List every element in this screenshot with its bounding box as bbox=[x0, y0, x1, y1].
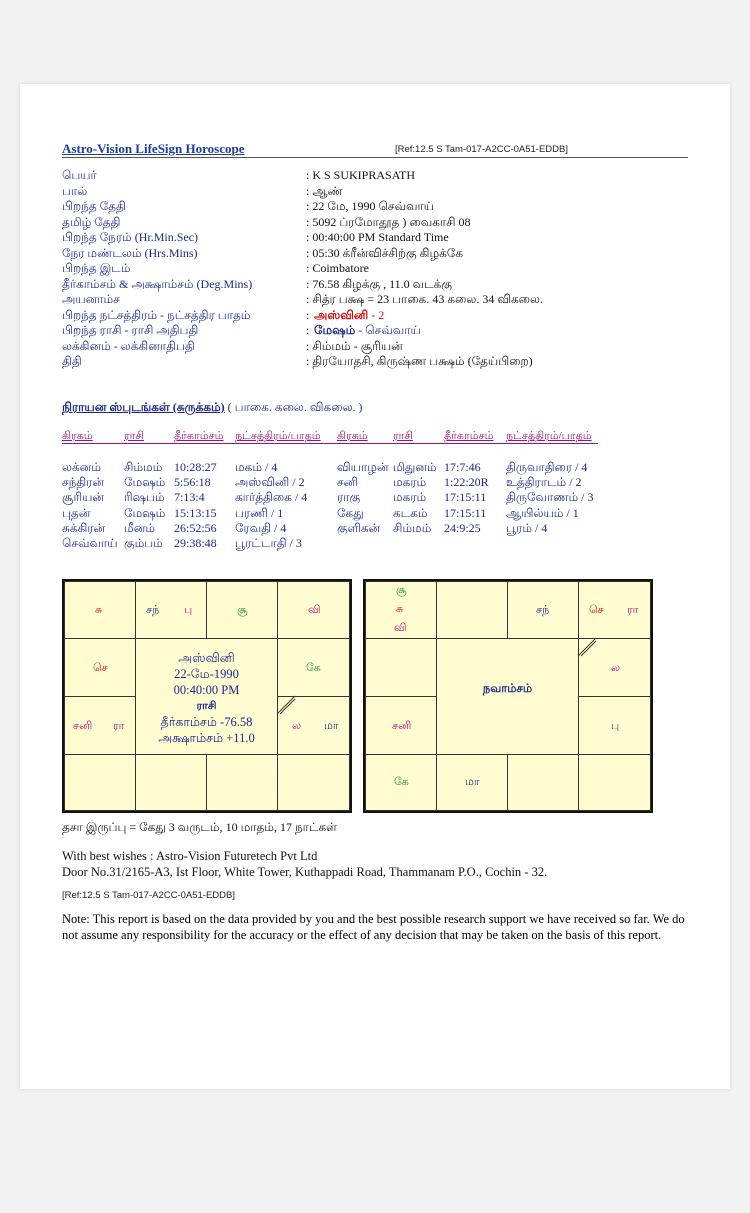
planet-cell: 10:28:27 bbox=[174, 460, 217, 474]
rasi-house-simha: ல மா bbox=[277, 696, 350, 755]
planet-cell: கார்த்திகை / 4 bbox=[235, 490, 308, 505]
planet-cell: மேஷம் bbox=[124, 505, 166, 520]
header-divider bbox=[62, 157, 688, 158]
planet-cell: 15:13:15 bbox=[174, 505, 217, 520]
planet-cell: உத்திராடம் / 2 bbox=[506, 475, 582, 490]
planet-cell: 17:15:11 bbox=[444, 490, 487, 505]
planet-cell: 17:7:46 bbox=[444, 460, 481, 474]
planet-cell: குளிகன் bbox=[337, 520, 381, 535]
planet-header-cell: தீர்காம்சம் bbox=[444, 430, 494, 442]
detail-label: பிறந்த நேரம் (Hr.Min.Sec) bbox=[62, 230, 199, 244]
detail-label: பிறந்த தேதி bbox=[62, 199, 126, 213]
planet-cell: 26:52:56 bbox=[174, 520, 217, 535]
rasi-house-kataka: கே bbox=[277, 638, 350, 697]
navamsa-lagna-marker-icon bbox=[577, 637, 597, 657]
rasi-house-tula bbox=[206, 754, 278, 811]
footer-ref: [Ref:12.5 S Tam-017-A2CC-0A51-EDDB] bbox=[62, 890, 236, 901]
detail-value: : 05:30 க்ரீன்விச்சிற்கு கிழக்கே bbox=[306, 245, 463, 260]
planet-cell: கேது bbox=[337, 505, 364, 520]
rasi-house-mithuna: வி bbox=[277, 581, 350, 639]
navamsa-house-kumbha bbox=[365, 638, 437, 697]
detail-label: லக்கினம் - லக்கினாதிபதி bbox=[62, 338, 195, 353]
navamsa-house-kanya bbox=[578, 754, 651, 811]
rasi-house-dhanus bbox=[64, 754, 136, 811]
report-ref: [Ref:12.5 S Tam-017-A2CC-0A51-EDDB] bbox=[395, 144, 569, 155]
planet-cell: மேஷம் bbox=[124, 475, 166, 490]
planet-cell: ஆயில்யம் / 1 bbox=[506, 505, 579, 520]
planet-cell: லக்னம் bbox=[62, 460, 101, 474]
planet-cell: சுக்கிரன் bbox=[62, 520, 106, 535]
planet-section-title: நிராயன ஸ்புடங்கள் (சுருக்கம்) ( பாகை. கலை. விகலை. ) bbox=[62, 400, 363, 414]
planet-header-cell: நட்சத்திரம்/பாதம் bbox=[506, 430, 592, 442]
rasi-house-kumbha: செ bbox=[64, 638, 136, 697]
dasa-balance: தசா இருப்பு = கேது 3 வருடம், 10 மாதம், 17 நாட்கள் bbox=[62, 820, 337, 834]
planet-cell: பூரம் / 4 bbox=[506, 520, 548, 535]
detail-value: : சிம்மம் - சூரியன் bbox=[306, 338, 403, 353]
planet-cell: 1:22:20R bbox=[444, 475, 489, 490]
planet-cell: திருவாதிரை / 4 bbox=[506, 460, 588, 474]
planet-header-cell: நட்சத்திரம்/பாதம் bbox=[235, 430, 321, 442]
planet-cell: 17:15:11 bbox=[444, 505, 487, 520]
planet-header-cell: ராசி bbox=[393, 430, 414, 442]
navamsa-chart bbox=[363, 579, 653, 813]
planet-header-cell: கிரகம் bbox=[337, 430, 368, 442]
planet-cell: மகம் / 4 bbox=[235, 460, 278, 474]
detail-label: தீர்காம்சம் & அக்ஷாம்சம் (Deg.Mins) bbox=[62, 276, 253, 291]
footer-wishes: With best wishes : Astro-Vision Futuretech Pvt Ltd bbox=[62, 849, 318, 863]
detail-label: அயனாம்ச bbox=[62, 292, 120, 306]
detail-value: : bbox=[306, 307, 310, 322]
planet-cell: பரணி / 1 bbox=[235, 505, 284, 520]
detail-value: : ஆண் bbox=[306, 183, 343, 198]
navamsa-house-dhanus: கே bbox=[365, 754, 437, 811]
detail-label: தமிழ் தேதி bbox=[62, 214, 121, 229]
birth-rasi: மேஷம் - செவ்வாய் bbox=[314, 323, 421, 337]
navamsa-house-kataka: ல bbox=[578, 638, 651, 697]
disclaimer-note: Note: This report is based on the data provided by you and the best possible research support we have received so far. We do not assume any responsibility for the accuracy or the effect of any decision that may be taken on the basis of this report. bbox=[62, 912, 685, 942]
planet-cell: வியாழன் bbox=[337, 460, 389, 474]
planet-cell: அஸ்வினி / 2 bbox=[235, 475, 305, 490]
planet-cell: கும்பம் bbox=[124, 536, 163, 550]
navamsa-house-tula bbox=[507, 754, 579, 811]
rasi-house-mesha: சந் பு bbox=[135, 581, 207, 639]
footer-address: Door No.31/2165-A3, Ist Floor, White Tower, Kuthappadi Road, Thammanam P.O., Cochin - 32. bbox=[62, 865, 548, 879]
navamsa-house-vrischika: மா bbox=[436, 754, 508, 811]
planet-cell: 7:13:4 bbox=[174, 490, 205, 505]
rasi-house-makara: சனி ரா bbox=[64, 696, 136, 755]
rasi-house-meena: சு bbox=[64, 581, 136, 639]
rasi-center-info: அஸ்வினி 22-மே-1990 00:40:00 PM ராசி தீர்காம்சம் -76.58 அக்ஷாம்சம் +11.0 bbox=[158, 651, 255, 745]
planet-cell: ரேவதி / 4 bbox=[235, 520, 287, 535]
rasi-house-kanya bbox=[277, 754, 350, 811]
rasi-house-rishabha: சூ bbox=[206, 581, 278, 639]
detail-value: : 5092 ப்ரமோதூத ) வைகாசி 08 bbox=[306, 214, 471, 229]
lagna-marker-icon bbox=[276, 695, 296, 715]
navamsa-house-mesha bbox=[436, 581, 508, 639]
planet-cell: சிம்மம் bbox=[393, 520, 432, 535]
navamsa-house-simha: பு bbox=[578, 696, 651, 755]
detail-value: : K S SUKIPRASATH bbox=[306, 168, 416, 182]
report-title: Astro-Vision LifeSign Horoscope bbox=[62, 141, 245, 156]
planet-cell: பூரட்டாதி / 3 bbox=[235, 536, 302, 550]
detail-label: பிறந்த ராசி - ராசி அதிபதி bbox=[62, 323, 199, 337]
detail-value: : திரயோதசி, கிருஷ்ண பக்ஷம் (தேய்பிறை) bbox=[306, 354, 533, 368]
detail-label: திதி bbox=[62, 354, 82, 368]
detail-value: : Coimbatore bbox=[306, 261, 369, 275]
detail-value: : 00:40:00 PM Standard Time bbox=[306, 230, 449, 244]
navamsa-house-mithuna: செ ரா bbox=[578, 581, 651, 639]
planet-header-cell: ராசி bbox=[124, 430, 145, 442]
detail-value: : சித்ர பக்ஷ = 23 பாகை. 43 கலை. 34 விகலை. bbox=[306, 292, 543, 306]
planet-cell: மீனம் bbox=[124, 520, 155, 535]
planet-cell: புதன் bbox=[62, 505, 91, 520]
detail-label: பால் bbox=[62, 183, 88, 198]
detail-value: : 76.58 கிழக்கு , 11.0 வடக்கு bbox=[306, 276, 452, 291]
detail-label: பிறந்த இடம் bbox=[62, 261, 131, 275]
detail-label: நேர மண்டலம் (Hrs.Mins) bbox=[62, 245, 198, 260]
planet-cell: 24:9:25 bbox=[444, 520, 481, 535]
report-page bbox=[20, 84, 730, 1089]
planet-cell: கடகம் bbox=[393, 505, 428, 520]
planet-cell: சிம்மம் bbox=[124, 460, 163, 474]
planet-cell: ராகு bbox=[337, 490, 361, 505]
planet-header-cell: கிரகம் bbox=[62, 430, 93, 442]
planet-cell: சந்திரன் bbox=[62, 475, 105, 490]
planet-cell: சூரியன் bbox=[62, 490, 105, 505]
planet-cell: ரிஷபம் bbox=[124, 490, 165, 505]
navamsa-center-label: நவாம்சம் bbox=[482, 683, 533, 695]
planet-cell: மகரம் bbox=[393, 490, 427, 505]
planet-cell: சனி bbox=[337, 475, 358, 490]
rasi-house-vrischika bbox=[135, 754, 207, 811]
birth-star: அஸ்வினி - 2 bbox=[314, 307, 385, 322]
planet-cell: 5:56:18 bbox=[174, 475, 211, 490]
planet-cell: மகரம் bbox=[393, 475, 427, 490]
planet-cell: செவ்வாய் bbox=[62, 536, 118, 550]
detail-label: பெயர் bbox=[62, 168, 97, 182]
rasi-chart bbox=[62, 579, 352, 813]
planet-cell: 29:38:48 bbox=[174, 536, 217, 550]
planet-cell: திருவோணம் / 3 bbox=[506, 490, 594, 505]
planet-header-cell: தீர்காம்சம் bbox=[174, 430, 224, 442]
detail-label: பிறந்த நட்சத்திரம் - நட்சத்திர பாதம் bbox=[62, 307, 251, 322]
navamsa-house-makara: சனி bbox=[365, 696, 437, 755]
navamsa-house-rishabha: சந் bbox=[507, 581, 579, 639]
planet-header-rule bbox=[62, 443, 598, 444]
detail-value: : bbox=[306, 323, 310, 337]
detail-value: : 22 மே, 1990 செவ்வாய் bbox=[306, 199, 435, 213]
planet-cell: மிதுனம் bbox=[393, 460, 437, 474]
navamsa-house-meena: சூ சு வி bbox=[365, 581, 437, 639]
